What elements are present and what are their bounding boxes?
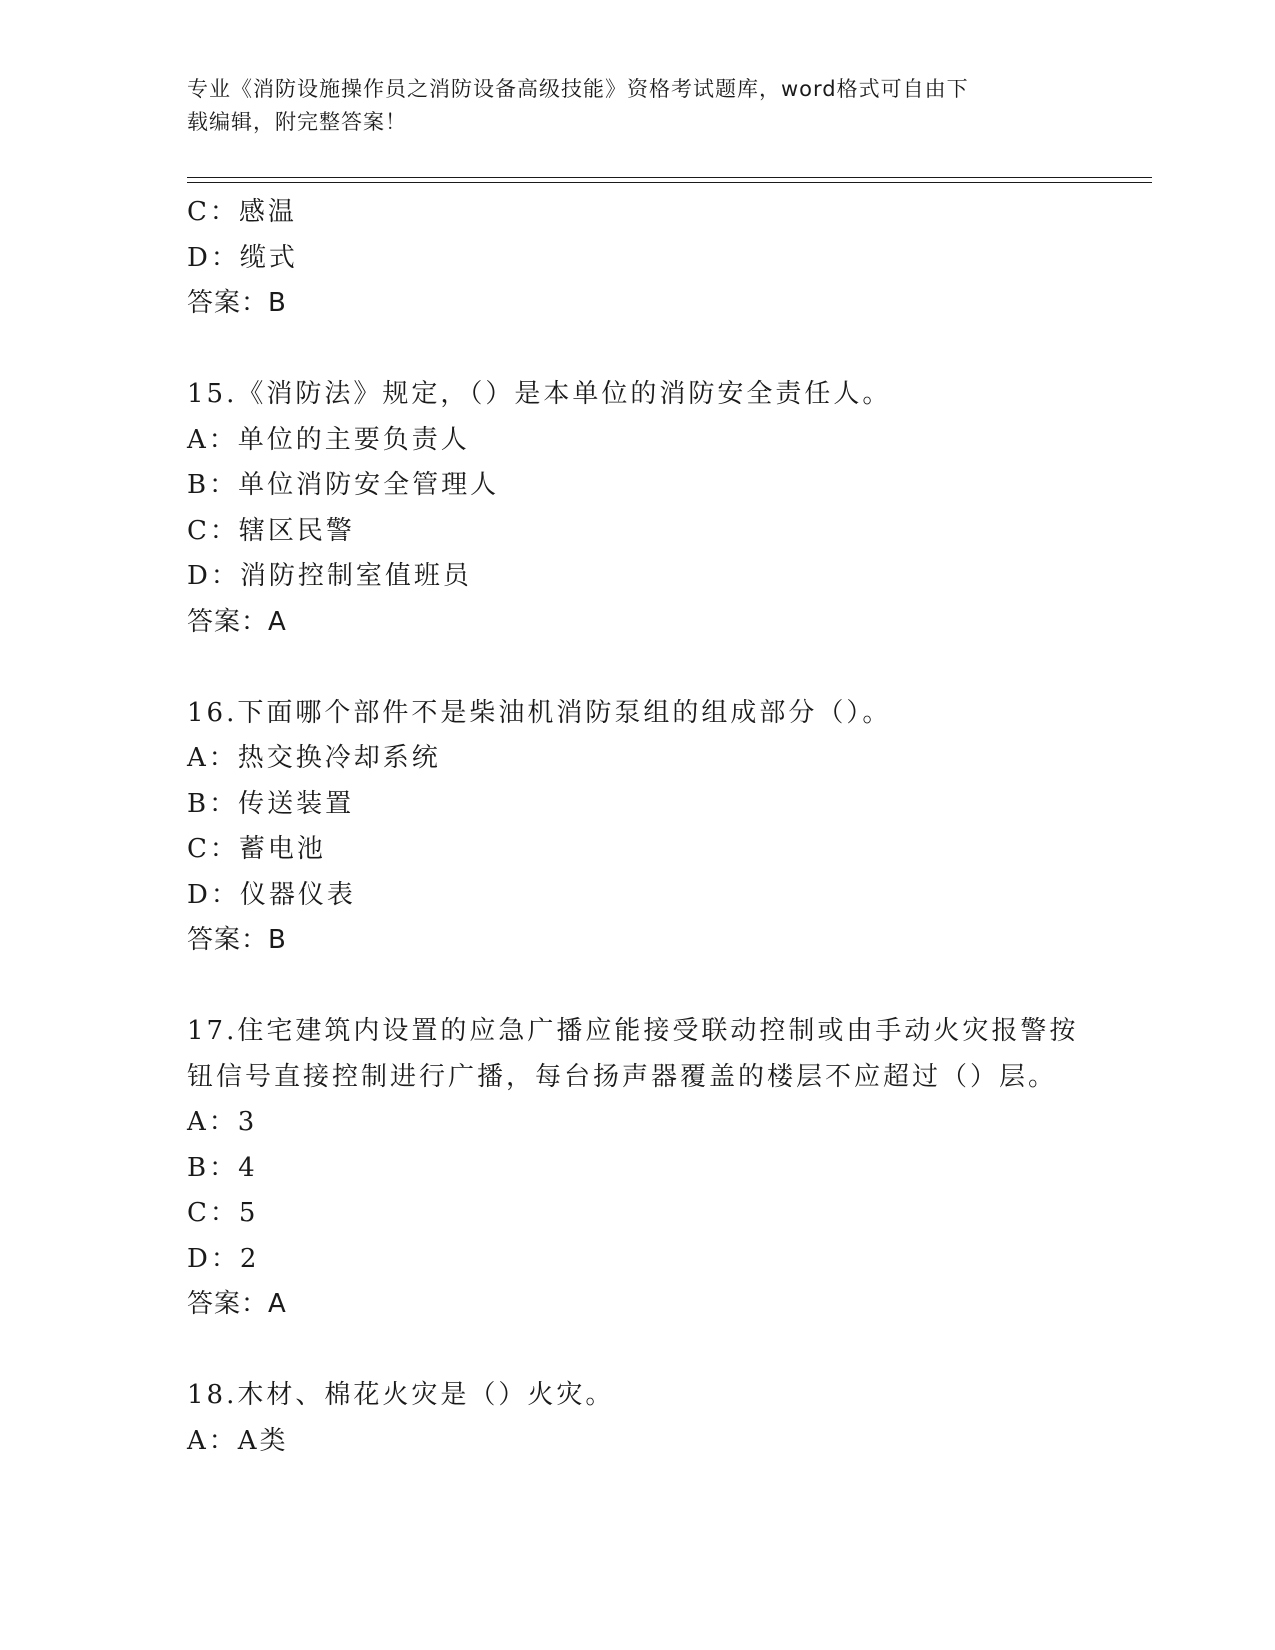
option-c: C：感温 bbox=[187, 197, 297, 227]
question-text-line-2: 钮信号直接控制进行广播，每台扬声器覆盖的楼层不应超过（）层。 bbox=[187, 1061, 1058, 1092]
option-b: B：4 bbox=[187, 1152, 258, 1183]
option-a: A：热交换冷却系统 bbox=[187, 743, 441, 773]
question-17 bbox=[187, 1009, 1152, 1328]
option-c: C：5 bbox=[187, 1198, 259, 1228]
document-header bbox=[187, 73, 1087, 139]
answer-line: 答案：B bbox=[187, 288, 287, 318]
option-a: A：单位的主要负责人 bbox=[187, 424, 470, 455]
question-text: 16.下面哪个部件不是柴油机消防泵组的组成部分（）。 bbox=[187, 697, 892, 728]
question-16 bbox=[187, 691, 1152, 964]
question-list bbox=[187, 190, 1152, 1464]
option-b: B：单位消防安全管理人 bbox=[187, 470, 500, 500]
question-15 bbox=[187, 372, 1152, 645]
option-b: B：传送装置 bbox=[187, 788, 355, 819]
question-18 bbox=[187, 1373, 1152, 1464]
question-text-line-1: 17.住宅建筑内设置的应急广播应能接受联动控制或由手动火灾报警按 bbox=[187, 1016, 1079, 1046]
question-text: 15.《消防法》规定，（）是本单位的消防安全责任人。 bbox=[187, 379, 892, 409]
header-divider bbox=[187, 177, 1152, 183]
question-14-partial bbox=[187, 190, 1152, 327]
option-d: D：缆式 bbox=[187, 242, 298, 273]
option-d: D：2 bbox=[187, 1243, 260, 1274]
answer-line: 答案：A bbox=[187, 1289, 287, 1319]
option-c: C：辖区民警 bbox=[187, 515, 355, 546]
option-a: A：3 bbox=[187, 1107, 258, 1137]
header-line-2: 载编辑，附完整答案！ bbox=[187, 110, 407, 134]
option-d: D：仪器仪表 bbox=[187, 879, 356, 910]
question-text: 18.木材、棉花火灾是（）火灾。 bbox=[187, 1380, 615, 1410]
answer-line: 答案：A bbox=[187, 606, 287, 637]
option-c: C：蓄电池 bbox=[187, 834, 326, 864]
header-line-1: 专业《消防设施操作员之消防设备高级技能》资格考试题库，word格式可自由下 bbox=[187, 77, 969, 101]
option-a: A：A类 bbox=[187, 1425, 289, 1456]
answer-line: 答案：B bbox=[187, 925, 287, 955]
option-d: D：消防控制室值班员 bbox=[187, 561, 472, 591]
